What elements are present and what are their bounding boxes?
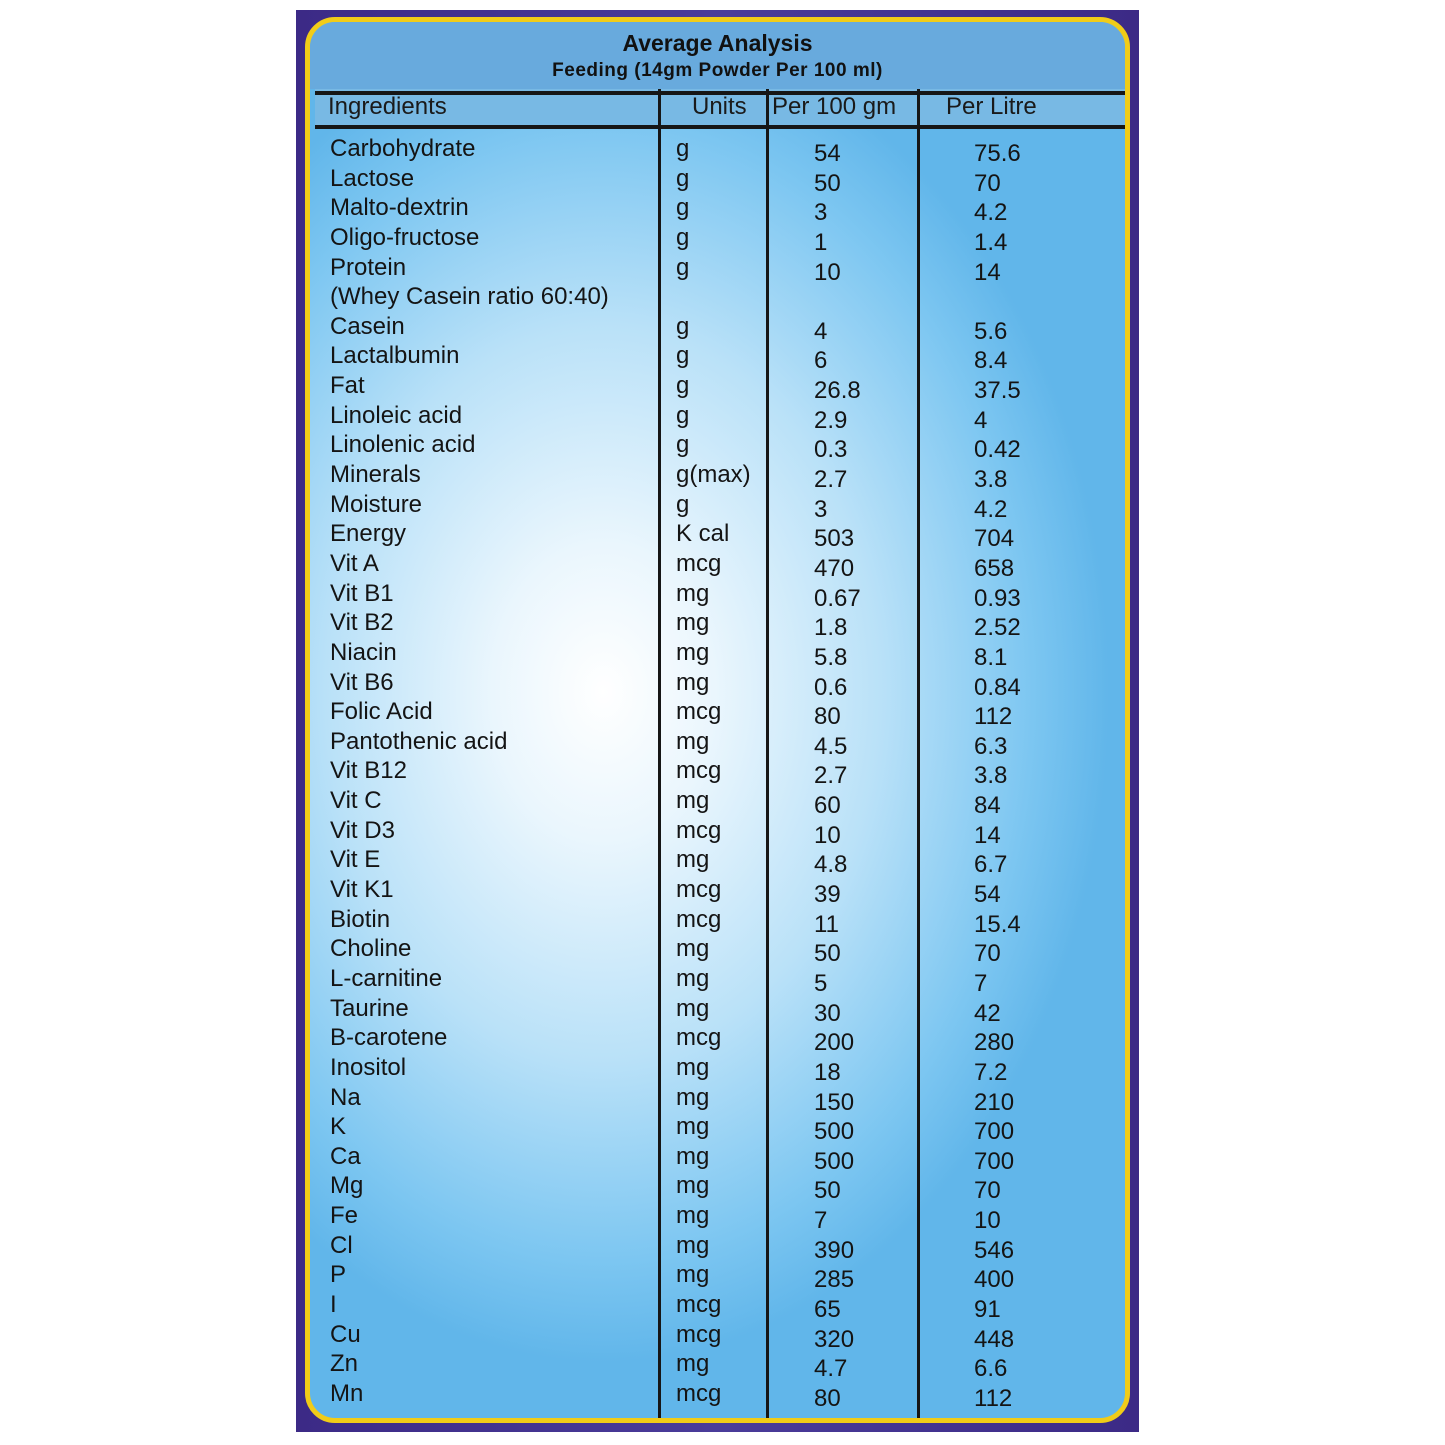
table-row (310, 876, 1125, 909)
per-100gm-value: 10 (814, 821, 841, 849)
per-100gm-value: 26.8 (814, 377, 861, 405)
per-100gm-value: 30 (814, 999, 841, 1027)
table-row (310, 609, 1125, 642)
ingredient-name: P (330, 1261, 347, 1289)
per-litre-value: 0.84 (974, 673, 1021, 701)
unit-value: g (676, 312, 690, 340)
table-row (310, 639, 1125, 669)
nutrient-table-body (310, 135, 1125, 1410)
per-litre-value: 1.4 (974, 228, 1008, 256)
table-row (310, 1143, 1125, 1173)
unit-value: g(max) (676, 461, 751, 489)
per-100gm-value: 65 (814, 1295, 841, 1323)
per-litre-value: 2.52 (974, 614, 1021, 642)
unit-value: g (676, 431, 690, 459)
per-litre-value: 7 (974, 969, 988, 997)
header-per-100gm: Per 100 gm (772, 93, 897, 120)
ingredient-name: Energy (330, 520, 407, 548)
unit-value: mcg (676, 876, 722, 904)
ingredient-name: Choline (330, 935, 412, 963)
per-litre-value: 42 (974, 999, 1001, 1027)
per-100gm-value: 11 (814, 910, 839, 938)
per-100gm-value: 4.5 (814, 732, 848, 760)
per-100gm-value: 0.3 (814, 436, 848, 464)
per-100gm-value: 50 (814, 169, 841, 197)
ingredient-name: Pantothenic acid (330, 727, 508, 755)
ingredient-name: Mg (330, 1172, 364, 1200)
ingredient-name: I (330, 1290, 337, 1318)
per-litre-value: 8.4 (974, 347, 1008, 375)
unit-value: g (676, 253, 690, 281)
table-row (310, 520, 1125, 553)
unit-value: mcg (676, 549, 722, 577)
table-row (310, 283, 1125, 313)
unit-value: g (676, 490, 690, 518)
per-litre-value: 210 (974, 1088, 1015, 1116)
unit-value: mcg (676, 1379, 722, 1407)
table-row (310, 135, 1125, 165)
per-litre-value: 700 (974, 1147, 1015, 1175)
per-litre-value: 112 (974, 1384, 1013, 1412)
per-litre-value: 5.6 (974, 317, 1008, 345)
ingredient-name: Vit K1 (330, 876, 394, 904)
table-row (310, 1350, 1125, 1383)
ingredient-name: Folic Acid (330, 698, 433, 726)
unit-value: g (676, 223, 690, 251)
per-100gm-value: 0.67 (814, 584, 861, 612)
unit-value: mcg (676, 757, 722, 785)
per-litre-value: 70 (974, 1177, 1001, 1205)
table-row (310, 254, 1125, 284)
per-100gm-value: 54 (814, 140, 841, 167)
unit-value: mcg (676, 698, 722, 726)
per-litre-value: 14 (974, 821, 1001, 849)
header-bottom-rule (315, 125, 1130, 129)
table-row (310, 817, 1125, 847)
per-100gm-value: 500 (814, 1147, 855, 1175)
per-litre-value: 10 (974, 1207, 1001, 1235)
per-litre-value: 6.3 (974, 732, 1008, 760)
ingredient-name: Carbohydrate (330, 135, 476, 162)
table-row (310, 965, 1125, 995)
table-row (310, 698, 1125, 731)
per-litre-value: 14 (974, 258, 1001, 286)
unit-value: mg (676, 579, 710, 607)
table-row (310, 431, 1125, 464)
per-litre-value: 70 (974, 940, 1001, 968)
per-litre-value: 3.8 (974, 466, 1008, 494)
ingredient-name: Malto-dextrin (330, 194, 469, 222)
per-litre-value: 704 (974, 525, 1015, 553)
table-row (310, 402, 1125, 432)
ingredient-name: Casein (330, 312, 405, 340)
analysis-panel (305, 17, 1130, 1423)
table-row (310, 491, 1125, 521)
per-litre-value: 8.1 (974, 643, 1008, 671)
per-100gm-value: 6 (814, 347, 828, 375)
ingredient-name: Vit A (330, 549, 379, 577)
per-litre-value: 7.2 (974, 1058, 1008, 1086)
ingredient-name: Cl (330, 1231, 353, 1259)
table-row (310, 787, 1125, 820)
ingredient-name: K (330, 1113, 347, 1141)
unit-value: mcg (676, 1320, 722, 1348)
per-100gm-value: 18 (814, 1058, 841, 1086)
per-litre-value: 37.5 (974, 377, 1021, 405)
ingredient-name: Cu (330, 1320, 361, 1348)
per-100gm-value: 4 (814, 317, 828, 345)
per-100gm-value: 7 (814, 1207, 828, 1235)
ingredient-name: Minerals (330, 461, 421, 489)
per-litre-value: 6.7 (974, 851, 1008, 879)
ingredient-name: Linoleic acid (330, 401, 463, 429)
table-row (310, 580, 1125, 610)
header-ingredients: Ingredients (328, 93, 447, 120)
unit-value: mcg (676, 1024, 722, 1052)
per-100gm-value: 285 (814, 1266, 855, 1294)
ingredient-name: Vit B1 (330, 579, 394, 607)
per-100gm-value: 470 (814, 554, 855, 582)
header-units: Units (692, 93, 747, 120)
unit-value: mg (676, 1261, 710, 1289)
panel-title: Average Analysis (622, 30, 813, 56)
ingredient-name: (Whey Casein ratio 60:40) (330, 283, 609, 311)
ingredient-name: Biotin (330, 905, 391, 933)
unit-value: mg (676, 1202, 710, 1230)
unit-value: mg (676, 1231, 710, 1259)
ingredient-name: Vit B12 (330, 757, 407, 785)
ingredient-name: Vit D3 (330, 816, 395, 844)
unit-value: g (676, 194, 690, 222)
table-row (310, 846, 1125, 879)
table-row (310, 1054, 1125, 1084)
per-litre-value: 75.6 (974, 140, 1021, 167)
per-litre-value: 280 (974, 1029, 1015, 1057)
unit-value: mg (676, 787, 710, 815)
per-100gm-value: 60 (814, 792, 841, 820)
ingredient-name: Vit E (330, 846, 381, 874)
ingredient-name: Inositol (330, 1053, 407, 1081)
table-row (310, 1261, 1125, 1294)
per-100gm-value: 503 (814, 525, 855, 553)
ingredient-name: Lactose (330, 164, 415, 192)
ingredient-name: Taurine (330, 994, 409, 1022)
per-100gm-value: 150 (814, 1088, 855, 1116)
unit-value: g (676, 372, 690, 400)
table-row (310, 1380, 1125, 1410)
unit-value: mcg (676, 1290, 722, 1318)
table-row (310, 935, 1125, 968)
unit-value: g (676, 401, 690, 429)
table-row (310, 995, 1125, 1025)
unit-value: mg (676, 638, 710, 666)
ingredient-name: Moisture (330, 490, 423, 518)
ingredient-name: Linolenic acid (330, 431, 476, 459)
table-row (310, 1291, 1125, 1321)
per-litre-value: 84 (974, 792, 1001, 820)
table-row (310, 165, 1125, 195)
per-litre-value: 91 (974, 1295, 1001, 1323)
ingredient-name: Vit B2 (330, 609, 394, 637)
table-row (310, 342, 1125, 375)
unit-value: mg (676, 1113, 710, 1141)
per-litre-value: 400 (974, 1266, 1015, 1294)
ingredient-name: Oligo-fructose (330, 223, 480, 251)
per-litre-value: 4 (974, 406, 988, 434)
per-100gm-value: 2.7 (814, 466, 848, 494)
unit-value: g (676, 342, 690, 370)
table-row (310, 313, 1125, 343)
per-litre-value: 0.93 (974, 584, 1021, 612)
ingredient-name: Protein (330, 253, 407, 281)
per-litre-value: 546 (974, 1236, 1015, 1264)
unit-value: mg (676, 964, 710, 992)
table-row (310, 728, 1125, 758)
per-100gm-value: 5 (814, 969, 828, 997)
per-litre-value: 700 (974, 1118, 1015, 1146)
per-litre-value: 3.8 (974, 762, 1008, 790)
per-100gm-value: 4.8 (814, 851, 848, 879)
per-100gm-value: 50 (814, 1177, 841, 1205)
ingredient-name: B-carotene (330, 1024, 448, 1052)
unit-value: mg (676, 727, 710, 755)
per-100gm-value: 5.8 (814, 643, 848, 671)
table-row (310, 1084, 1125, 1114)
per-litre-value: 658 (974, 554, 1015, 582)
ingredient-name: Niacin (330, 638, 397, 666)
unit-value: g (676, 135, 690, 162)
table-row (310, 372, 1125, 405)
unit-value: mg (676, 1053, 710, 1081)
unit-value: mg (676, 1350, 710, 1378)
table-row (310, 1172, 1125, 1205)
ingredient-name: L-carnitine (330, 964, 443, 992)
ingredient-name: Ca (330, 1142, 361, 1170)
unit-value: mg (676, 1083, 710, 1111)
per-litre-value: 0.42 (974, 436, 1021, 464)
header-per-litre: Per Litre (946, 93, 1037, 120)
table-row (310, 906, 1125, 936)
panel-subtitle: Feeding (14gm Powder Per 100 ml) (552, 60, 883, 81)
per-litre-value: 54 (974, 881, 1001, 909)
per-litre-value: 4.2 (974, 495, 1008, 523)
ingredient-name: Zn (330, 1350, 359, 1378)
per-100gm-value: 10 (814, 258, 841, 286)
unit-value: mg (676, 1142, 710, 1170)
unit-value: mcg (676, 905, 722, 933)
table-row (310, 1202, 1125, 1235)
per-100gm-value: 2.9 (814, 406, 848, 434)
unit-value: mg (676, 609, 710, 637)
unit-value: mcg (676, 816, 722, 844)
table-row (310, 757, 1125, 790)
per-100gm-value: 2.7 (814, 762, 848, 790)
per-litre-value: 448 (974, 1325, 1015, 1353)
per-litre-value: 70 (974, 169, 1001, 197)
table-row (310, 194, 1125, 227)
ingredient-name: Fe (330, 1202, 359, 1230)
per-100gm-value: 50 (814, 940, 841, 968)
table-row (310, 1113, 1125, 1146)
unit-value: mg (676, 935, 710, 963)
per-100gm-value: 39 (814, 881, 841, 909)
per-litre-value: 4.2 (974, 199, 1008, 227)
per-100gm-value: 500 (814, 1118, 855, 1146)
per-100gm-value: 0.6 (814, 673, 848, 701)
unit-value: K cal (676, 520, 730, 548)
unit-value: mg (676, 668, 710, 696)
per-100gm-value: 4.7 (814, 1355, 848, 1383)
unit-value: g (676, 164, 690, 192)
table-row (310, 461, 1125, 494)
ingredient-name: Lactalbumin (330, 342, 460, 370)
per-100gm-value: 200 (814, 1029, 855, 1057)
per-litre-value: 6.6 (974, 1355, 1008, 1383)
ingredient-name: Na (330, 1083, 361, 1111)
per-100gm-value: 80 (814, 1384, 841, 1412)
per-100gm-value: 3 (814, 495, 828, 523)
unit-value: mg (676, 846, 710, 874)
per-100gm-value: 80 (814, 703, 841, 731)
per-100gm-value: 1.8 (814, 614, 848, 642)
table-row (310, 1232, 1125, 1262)
per-100gm-value: 390 (814, 1236, 855, 1264)
ingredient-name: Fat (330, 372, 365, 400)
ingredient-name: Vit B6 (330, 668, 394, 696)
per-litre-value: 112 (974, 703, 1013, 731)
ingredient-name: Vit C (330, 787, 382, 815)
table-row (310, 224, 1125, 254)
table-row (310, 669, 1125, 699)
table-row (310, 550, 1125, 580)
unit-value: mg (676, 994, 710, 1022)
per-100gm-value: 320 (814, 1325, 855, 1353)
per-100gm-value: 1 (814, 228, 828, 256)
unit-value: mg (676, 1172, 710, 1200)
table-row (310, 1321, 1125, 1351)
per-litre-value: 15.4 (974, 910, 1021, 938)
table-row (310, 1024, 1125, 1057)
ingredient-name: Mn (330, 1379, 364, 1407)
per-100gm-value: 3 (814, 199, 828, 227)
